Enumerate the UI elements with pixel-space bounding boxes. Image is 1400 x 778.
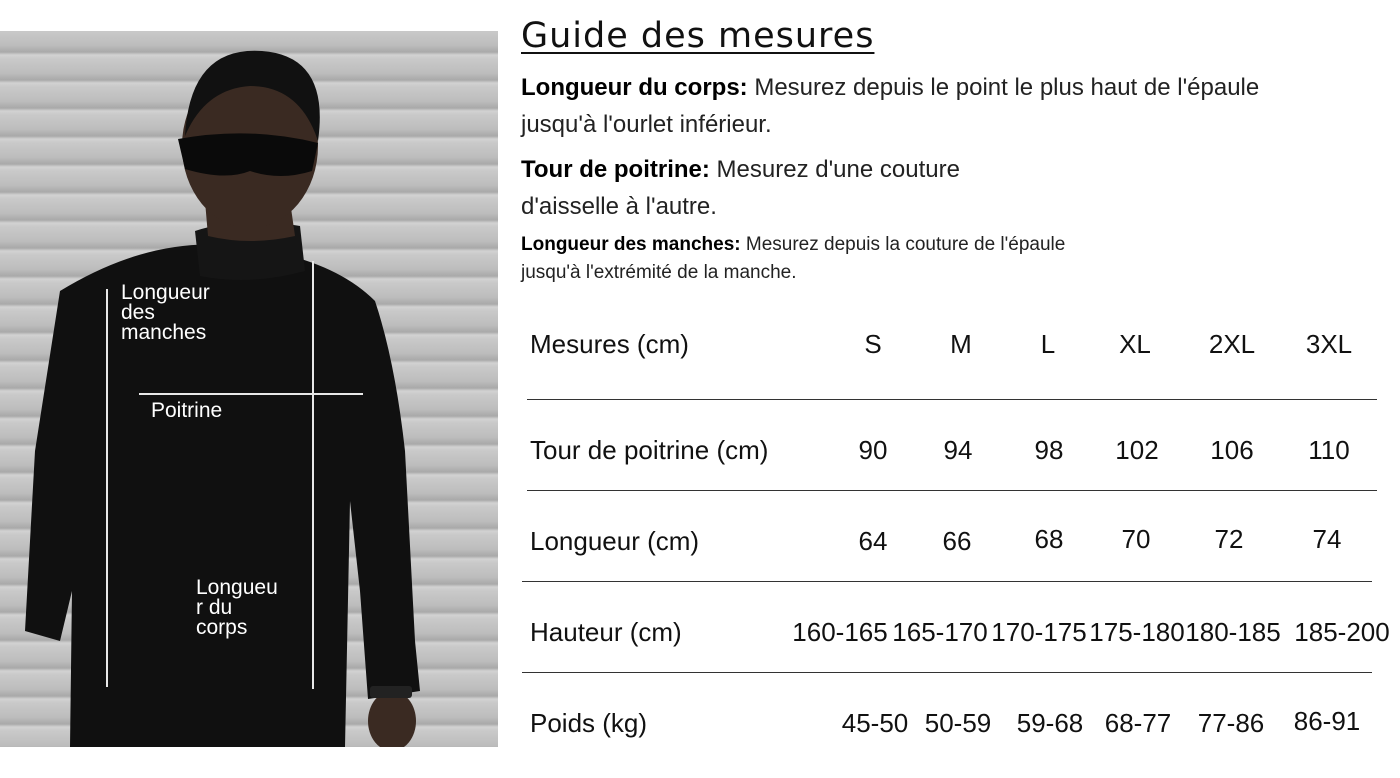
body-length-overlay-label: Longueu r du corps <box>196 576 278 639</box>
table-cell: 68 <box>1034 524 1064 554</box>
table-cell: 66 <box>942 526 972 556</box>
table-cell: 175-180 <box>1089 617 1185 647</box>
table-cell: 165-170 <box>892 617 988 647</box>
chest-text: Mesurez d'une couture d'aisselle à l'autre. <box>521 156 960 220</box>
sleeve-guide-line <box>106 289 108 687</box>
chest-overlay-label: Poitrine <box>151 399 223 422</box>
table-divider <box>522 581 1372 582</box>
table-row-label: Tour de poitrine (cm) <box>530 435 769 465</box>
table-cell: 74 <box>1312 524 1342 554</box>
body-length-text: Mesurez depuis le point le plus haut de l'épaule jusqu'à l'ourlet inférieur. <box>521 74 1260 138</box>
table-cell: 102 <box>1115 435 1159 465</box>
table-cell: 70 <box>1121 524 1151 554</box>
table-cell: 94 <box>943 435 973 465</box>
table-divider <box>527 490 1377 491</box>
table-cell: 50-59 <box>924 708 992 738</box>
size-header-2xl: 2XL <box>1208 329 1256 359</box>
table-row-label: Poids (kg) <box>530 708 648 738</box>
chest-guide-line <box>139 393 363 395</box>
chest-description <box>521 151 1041 225</box>
table-cell: 90 <box>858 435 888 465</box>
table-cell: 72 <box>1214 524 1244 554</box>
table-divider <box>527 399 1377 400</box>
table-cell: 98 <box>1034 435 1064 465</box>
table-cell: 77-86 <box>1197 708 1265 738</box>
size-header-l: L <box>1040 329 1056 359</box>
table-cell: 64 <box>858 526 888 556</box>
table-divider <box>522 672 1372 673</box>
page-title: Guide des mesures <box>521 16 875 56</box>
sleeve-overlay-label: Longueur des manches <box>121 281 210 344</box>
chest-label: Tour de poitrine: <box>521 156 710 183</box>
table-cell: 68-77 <box>1104 708 1172 738</box>
model-figure <box>0 31 498 747</box>
table-cell: 185-200 <box>1294 617 1390 647</box>
size-header-m: M <box>950 329 972 359</box>
sleeve-label: Longueur des manches: <box>521 234 741 255</box>
body-length-description <box>521 69 1281 143</box>
table-cell: 170-175 <box>991 617 1087 647</box>
table-row-label: Longueur (cm) <box>530 526 700 556</box>
table-row-label: Hauteur (cm) <box>530 617 682 647</box>
table-header-label: Mesures (cm) <box>530 329 689 359</box>
table-cell: 160-165 <box>792 617 888 647</box>
table-cell: 59-68 <box>1016 708 1084 738</box>
table-cell: 45-50 <box>841 708 909 738</box>
table-cell: 180-185 <box>1185 617 1281 647</box>
sleeve-text: Mesurez depuis la couture de l'épaule jusqu'à l'extrémité de la manche. <box>521 234 1066 283</box>
body-guide-line <box>312 261 314 689</box>
size-header-s: S <box>864 329 882 359</box>
sleeve-description <box>521 231 1081 287</box>
table-cell: 86-91 <box>1293 706 1361 736</box>
table-cell: 110 <box>1308 435 1350 465</box>
body-length-label: Longueur du corps: <box>521 74 748 101</box>
model-photo <box>0 31 498 747</box>
size-header-xl: XL <box>1119 329 1151 359</box>
size-header-3xl: 3XL <box>1305 329 1353 359</box>
table-cell: 106 <box>1210 435 1254 465</box>
